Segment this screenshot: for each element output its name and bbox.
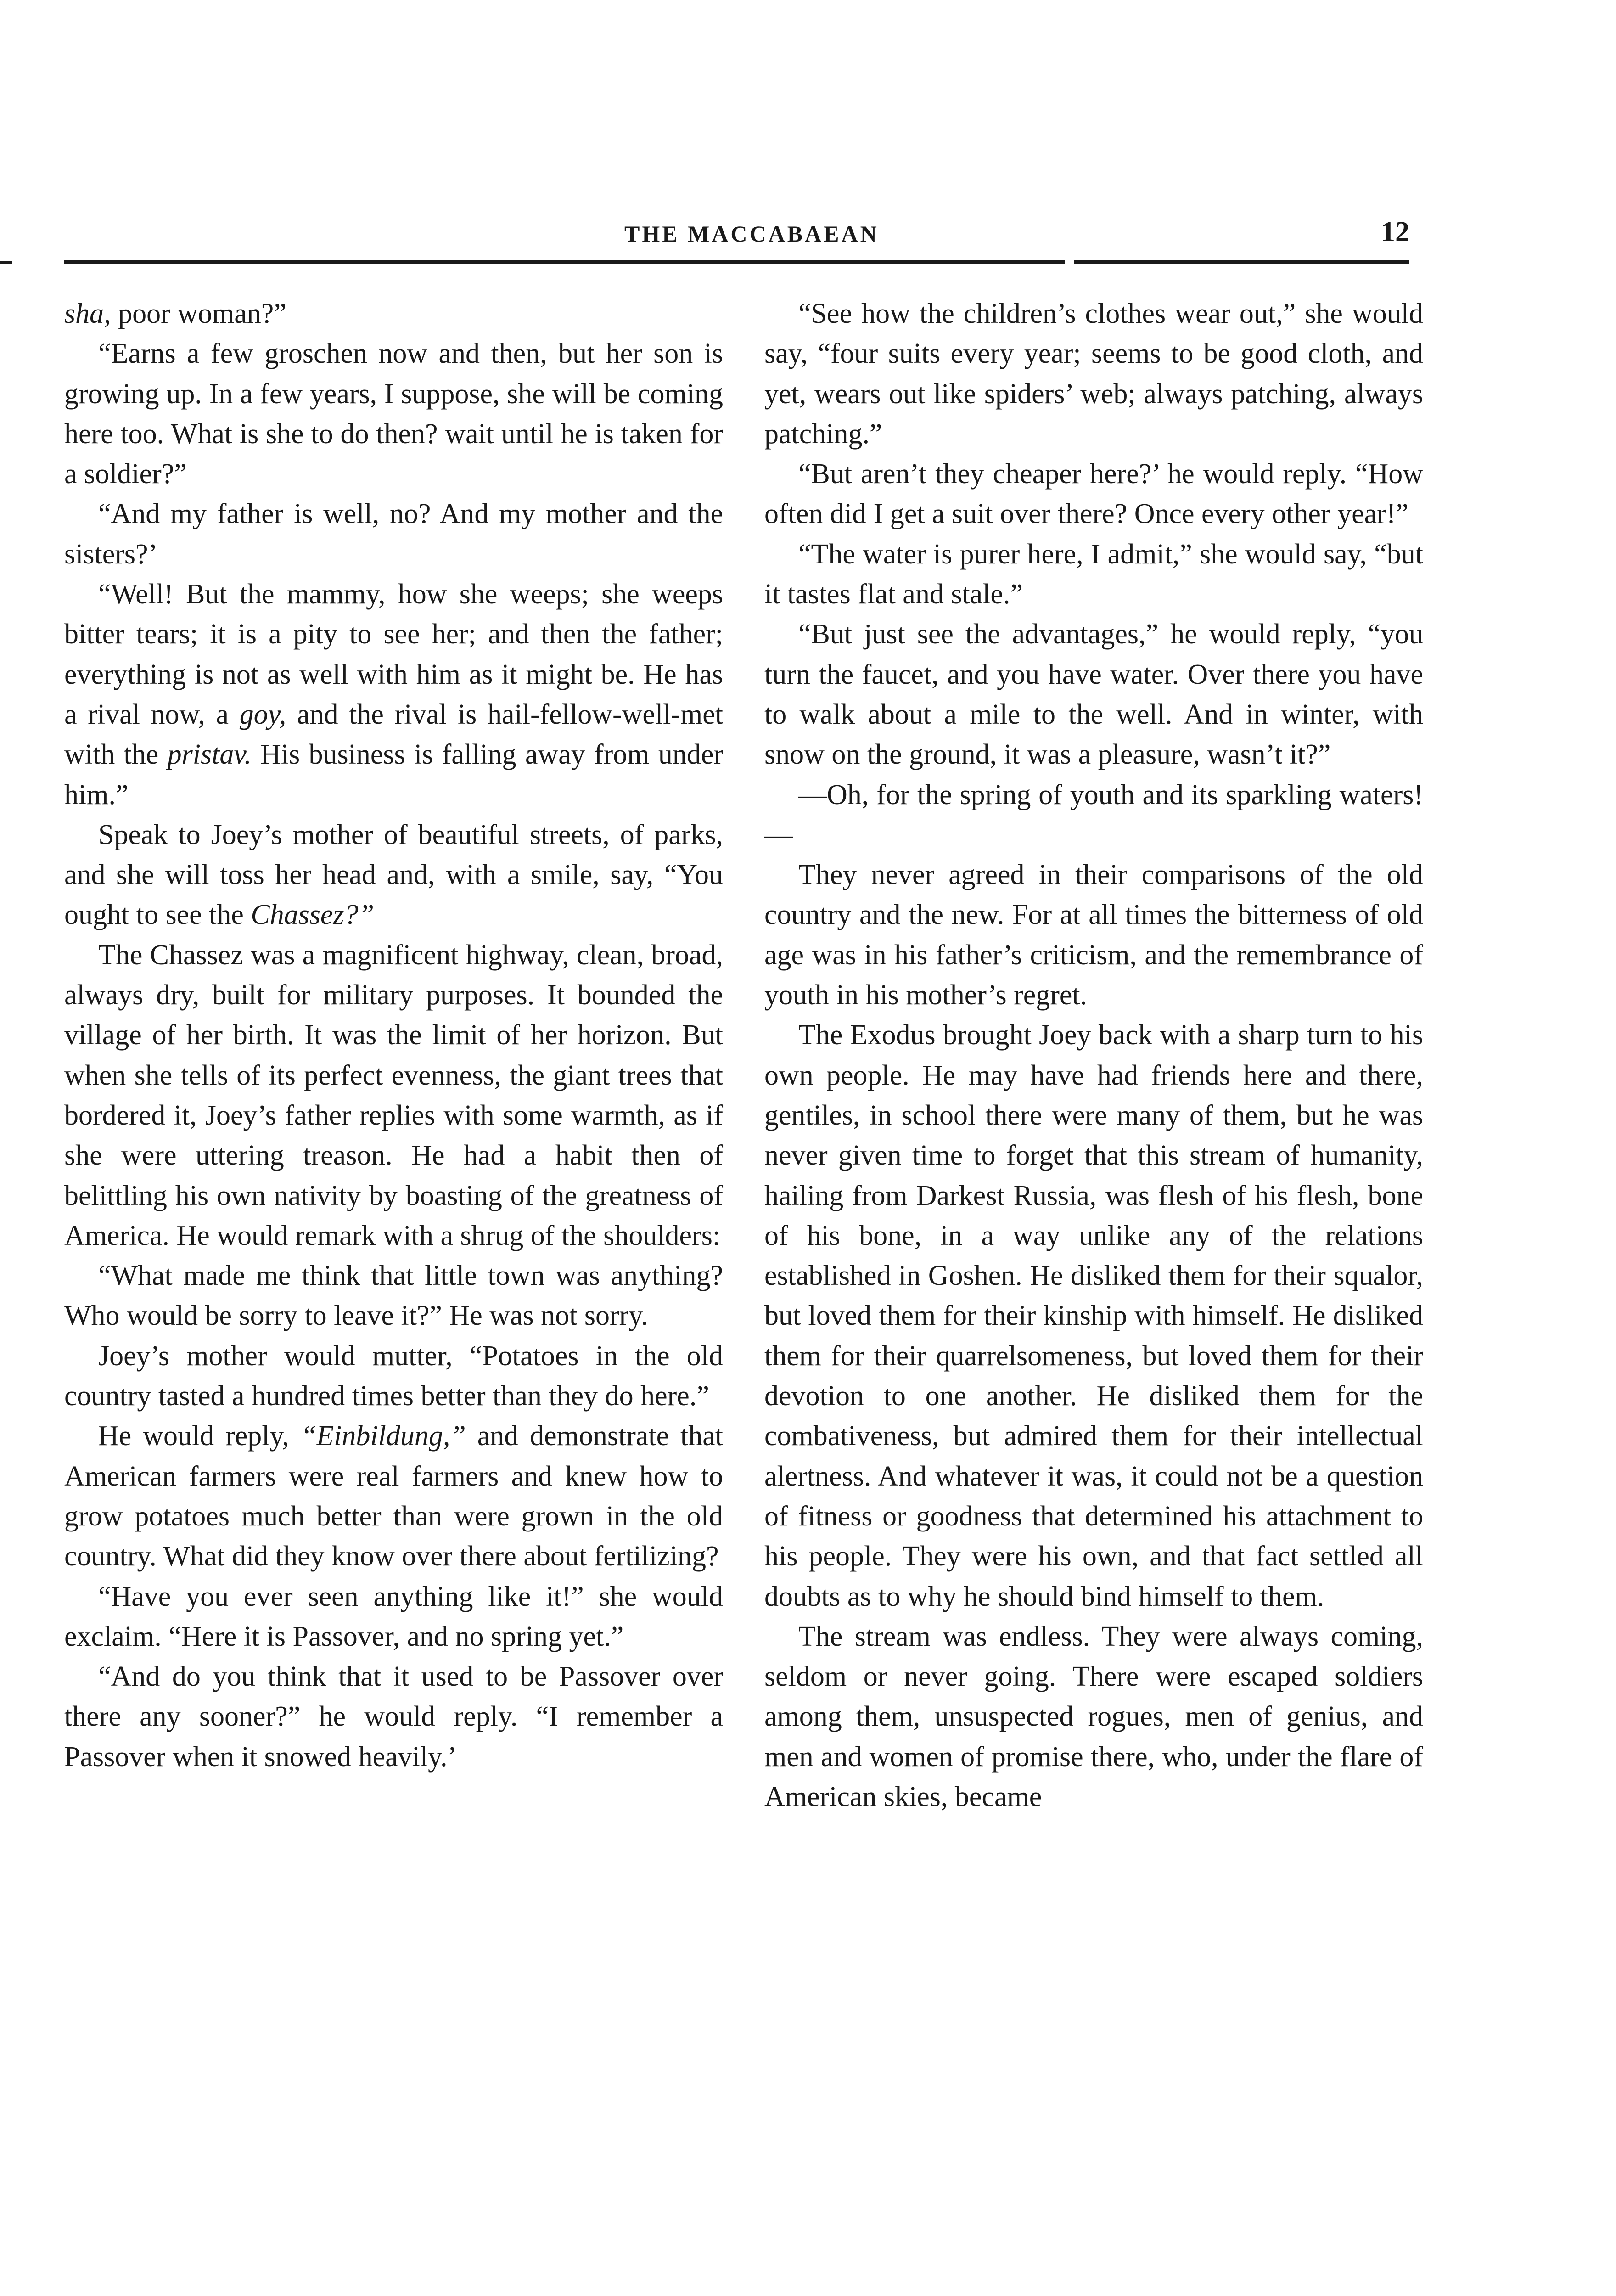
paragraph: “See how the children’s clothes wear out,” she would say, “four suits every year; seems to be good cloth, and yet, wears out like spiders’ web; always patching, always patching.” xyxy=(764,298,1423,450)
italic-term: pristav. xyxy=(167,739,252,771)
paragraph: “But just see the advantages,” he would reply, “you turn the faucet, and you have water. Over there you have to walk about a mile to the well. And in winter, with snow on the ground, it was a pleasure, wasn’t it?” xyxy=(764,619,1423,771)
header-rule-right xyxy=(1074,260,1409,264)
paragraph-text: poor woman?” xyxy=(111,298,286,329)
paragraph: The stream was endless. They were always coming, seldom or never going. There were escaped soldiers among them, unsuspected rogues, men of genius, and men and women of promise there, who, under the flare of American skies, became xyxy=(764,1621,1423,1812)
header-rule-left xyxy=(64,260,1065,264)
page-number: 12 xyxy=(1381,216,1409,248)
paragraph: “And my father is well, no? And my mother and the sisters?’ xyxy=(64,498,723,570)
paragraph-text: and demonstrate that American farmers were real farmers and knew how to grow potatoes much better than were grown in the old country. What did they know over there about fertilizing? xyxy=(64,1420,723,1572)
page-header xyxy=(64,216,1409,266)
italic-term: Chassez?” xyxy=(251,899,375,931)
paragraph xyxy=(64,574,723,815)
paragraph: The Chassez was a magnificent highway, clean, broad, always dry, built for military purposes. It bounded the village of her birth. It was the limit of her horizon. But when she tells of its perfect evenness, the giant trees that bordered it, Joey’s father replies with some warmth, as if she were uttering treason. He had a habit then of belittling his own nativity by boasting of the greatness of America. He would remark with a shrug of the shoulders: xyxy=(64,939,723,1251)
paragraph-text: “Well! But the mammy, how she weeps; she weeps bitter tears; it is a pity to see her; and then the father; everything is not as well with him as it might be. He has a rival now, a xyxy=(64,579,723,730)
paragraph: Joey’s mother would mutter, “Potatoes in the old country tasted a hundred times better than they do here.” xyxy=(64,1340,723,1412)
paragraph: “The water is purer here, I admit,” she would say, “but it tastes flat and stale.” xyxy=(764,538,1423,610)
paragraph-text: His business is falling away from under him.” xyxy=(64,739,723,810)
italic-term: goy, xyxy=(239,698,286,730)
paragraph xyxy=(64,294,723,334)
paragraph: “And do you think that it used to be Passover over there any sooner?” he would reply. “I remember a Passover when it snowed heavily.’ xyxy=(64,1661,723,1773)
paragraph: “But aren’t they cheaper here?’ he would reply. “How often did I get a suit over there? Once every other year!” xyxy=(764,458,1423,530)
paragraph: They never agreed in their comparisons of the old country and the new. For at all times the bitterness of old age was in his father’s criticism, and the remembrance of youth in his mother’s regret. xyxy=(764,859,1423,1011)
right-column xyxy=(764,294,1423,1817)
paragraph: —Oh, for the spring of youth and its sparkling waters!— xyxy=(764,779,1423,850)
italic-term: “Einbildung,” xyxy=(300,1420,466,1452)
left-column xyxy=(64,294,723,1777)
paragraph: The Exodus brought Joey back with a sharp turn to his own people. He may have had friends here and there, gentiles, in school there were many of them, but he was never given time to forget that this stream of humanity, hailing from Darkest Russia, was flesh of his flesh, bone of his bone, in a way unlike any of the relations established in Goshen. He disliked them for their squalor, but loved them for their kinship with himself. He disliked them for their quarrelsomeness, but loved them for their devotion to one another. He disliked them for the combativeness, but admired them for their intellectual alertness. And whatever it was, it could not be a question of fitness or goodness that determined his attachment to his people. They were his own, and that fact settled all doubts as to why he should bind himself to them. xyxy=(764,1019,1423,1612)
journal-title: THE MACCABAEAN xyxy=(624,221,879,247)
margin-tick xyxy=(0,261,12,264)
paragraph-text: He would reply, xyxy=(98,1420,301,1452)
paragraph xyxy=(64,1416,723,1576)
italic-term: sha, xyxy=(64,298,111,329)
paragraph-text: and the rival is hail-fellow-well-met with the xyxy=(64,698,724,771)
paragraph-text: Speak to Joey’s mother of beautiful streets, of parks, and she will toss her head and, with a smile, say, “You ought to see the xyxy=(64,819,723,931)
paragraph: “What made me think that little town was anything? Who would be sorry to leave it?” He was not sorry. xyxy=(64,1260,723,1332)
paragraph: “Have you ever seen anything like it!” she would exclaim. “Here it is Passover, and no spring yet.” xyxy=(64,1581,723,1652)
paragraph: “Earns a few groschen now and then, but her son is growing up. In a few years, I suppose, she will be coming here too. What is she to do then? wait until he is taken for a soldier?” xyxy=(64,338,723,490)
paragraph xyxy=(64,815,723,935)
